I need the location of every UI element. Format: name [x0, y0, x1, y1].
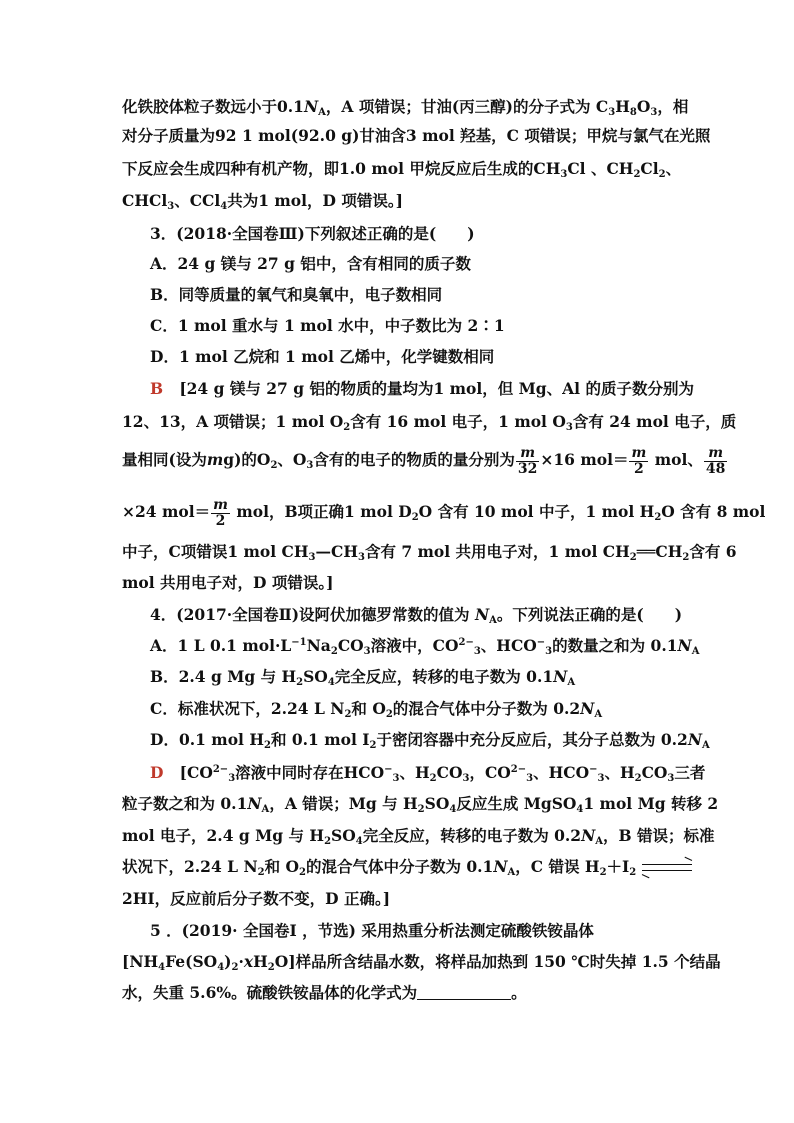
explanation-3-line: ×24 mol＝ $\frac{m}{2}$ mol，B项正确1 mol $D_2O$ 含有 10 mol 中子，1 mol $H_2O$ 含有 8 mol — [122, 496, 766, 529]
option-4d: D．0.1 mol $H_2$和 0.1 mol $I_2$于密闭容器中充分反应后，其分子总数为 $0.2N_A$ — [150, 730, 710, 751]
question-3: 3．(2018·全国卷Ⅲ)下列叙述正确的是( ) — [150, 224, 475, 243]
explanation-3-line: B [24 g 镁与 27 g 铝的物质的量均为1 mol，但 Mg、Al 的质子数分别为 — [150, 379, 694, 398]
text-line: CHCl$_3$、CCl$_4$共为1 mol，D 项错误。] — [122, 191, 403, 212]
option-3a: A．24 g 镁与 27 g 铝中，含有相同的质子数 — [150, 254, 471, 273]
equilibrium-arrow-icon — [642, 862, 692, 874]
question-4: 4．(2017·全国卷Ⅱ)设阿伏加德罗常数的值为 $N_A$。下列说法正确的是( ) — [150, 605, 683, 626]
explanation-3-line: 量相同(设为mg)的$O_2$、$O_3$含有的电子的物质的量分别为 $\frac{m}{32}$ ×16 mol＝ $\frac{m}{2}$ mol、 $\frac{m}{48}$ — [122, 444, 726, 477]
option-4c: C．标准状况下，2.24 L $N_2$和 $O_2$的混合气体中分子数为 $0.2N_A$ — [150, 699, 603, 720]
question-5: 5 ．(2019· 全国卷Ⅰ ，节选) 采用热重分析法测定硫酸铁铵晶体 — [150, 921, 594, 940]
explanation-4-line: 状况下，2.24 L $N_2$和 $O_2$的混合气体中分子数为 $0.1N_A$，C 错误 $H_2+I_2$ — [122, 855, 674, 879]
explanation-4-line: D [$CO^{2-}_3$溶液中同时存在$HCO^-_3$、$H_2CO_3$，$CO^{2-}_3$、$HCO^-_3$、$H_2CO_3$三者 — [150, 763, 706, 784]
fraction-m-32: $\frac{m}{32}$ — [517, 444, 538, 477]
explanation-4-line: mol 电子，2.4 g Mg 与 $H_2SO_4$完全反应，转移的电子数为 $0.2N_A$，B 错误；标准 — [122, 826, 715, 847]
text-line: 化铁胶体粒子数远小于$0.1N_A$，A 项错误；甘油(丙三醇)的分子式为 $C_3H_8O_3$，相 — [122, 97, 689, 118]
explanation-4-line: 粒子数之和为 $0.1N_A$，A 错误；Mg 与 $H_2SO_4$反应生成 MgSO$_4$1 mol Mg 转移 2 — [122, 794, 719, 815]
answer-blank[interactable] — [417, 983, 511, 1000]
explanation-3-line: 12、13，A 项错误；1 mol $O_2$含有 16 mol 电子，1 mol $O_3$含有 24 mol 电子，质 — [122, 412, 737, 433]
answer-4: D — [150, 763, 164, 782]
fraction-m-2: $\frac{m}{2}$ — [213, 496, 228, 529]
explanation-3-line: mol 共用电子对，D 项错误。] — [122, 573, 334, 592]
question-5-line: $[NH_4Fe(SO_4)_2\cdot xH_2O]$样品所含结晶水数，将样品加热到 150 ℃时失掉 1.5 个结晶 — [122, 952, 721, 973]
text-line: 下反应会生成四种有机产物，即1.0 mol 甲烷反应后生成的$CH_3Cl$ 、$CH_2Cl_2$、 — [122, 159, 682, 180]
explanation-3-line: 中子，C项错误1 mol $CH_3—CH_3$含有 7 mol 共用电子对，1 mol $CH_2══CH_2$含有 6 — [122, 542, 737, 563]
answer-3: B — [150, 379, 164, 398]
text-line: 对分子质量为92 1 mol(92.0 g)甘油含3 mol 羟基，C 项错误；甲烷与氯气在光照 — [122, 126, 711, 145]
fraction-m-2: $\frac{m}{2}$ — [631, 444, 647, 477]
option-4b: B．2.4 g Mg 与 $H_2SO_4$完全反应，转移的电子数为 $0.1N_A$ — [150, 667, 576, 688]
option-4a: A．1 L 0.1 $mol\cdot L^{-1}Na_2CO_3$溶液中，$CO^{2-}_3$、$HCO^-_3$的数量之和为 $0.1N_A$ — [150, 636, 700, 657]
option-3b: B．同等质量的氧气和臭氧中，电子数相同 — [150, 285, 443, 304]
fraction-m-48: $\frac{m}{48}$ — [705, 444, 726, 477]
option-3c: C．1 mol 重水与 1 mol 水中，中子数比为 2∶1 — [150, 316, 505, 335]
option-3d: D．1 mol 乙烷和 1 mol 乙烯中，化学键数相同 — [150, 347, 495, 366]
question-5-line: 水，失重 5.6%。硫酸铁铵晶体的化学式为 。 — [122, 983, 527, 1002]
explanation-4-line: 2HI，反应前后分子数不变，D 正确。] — [122, 889, 391, 908]
